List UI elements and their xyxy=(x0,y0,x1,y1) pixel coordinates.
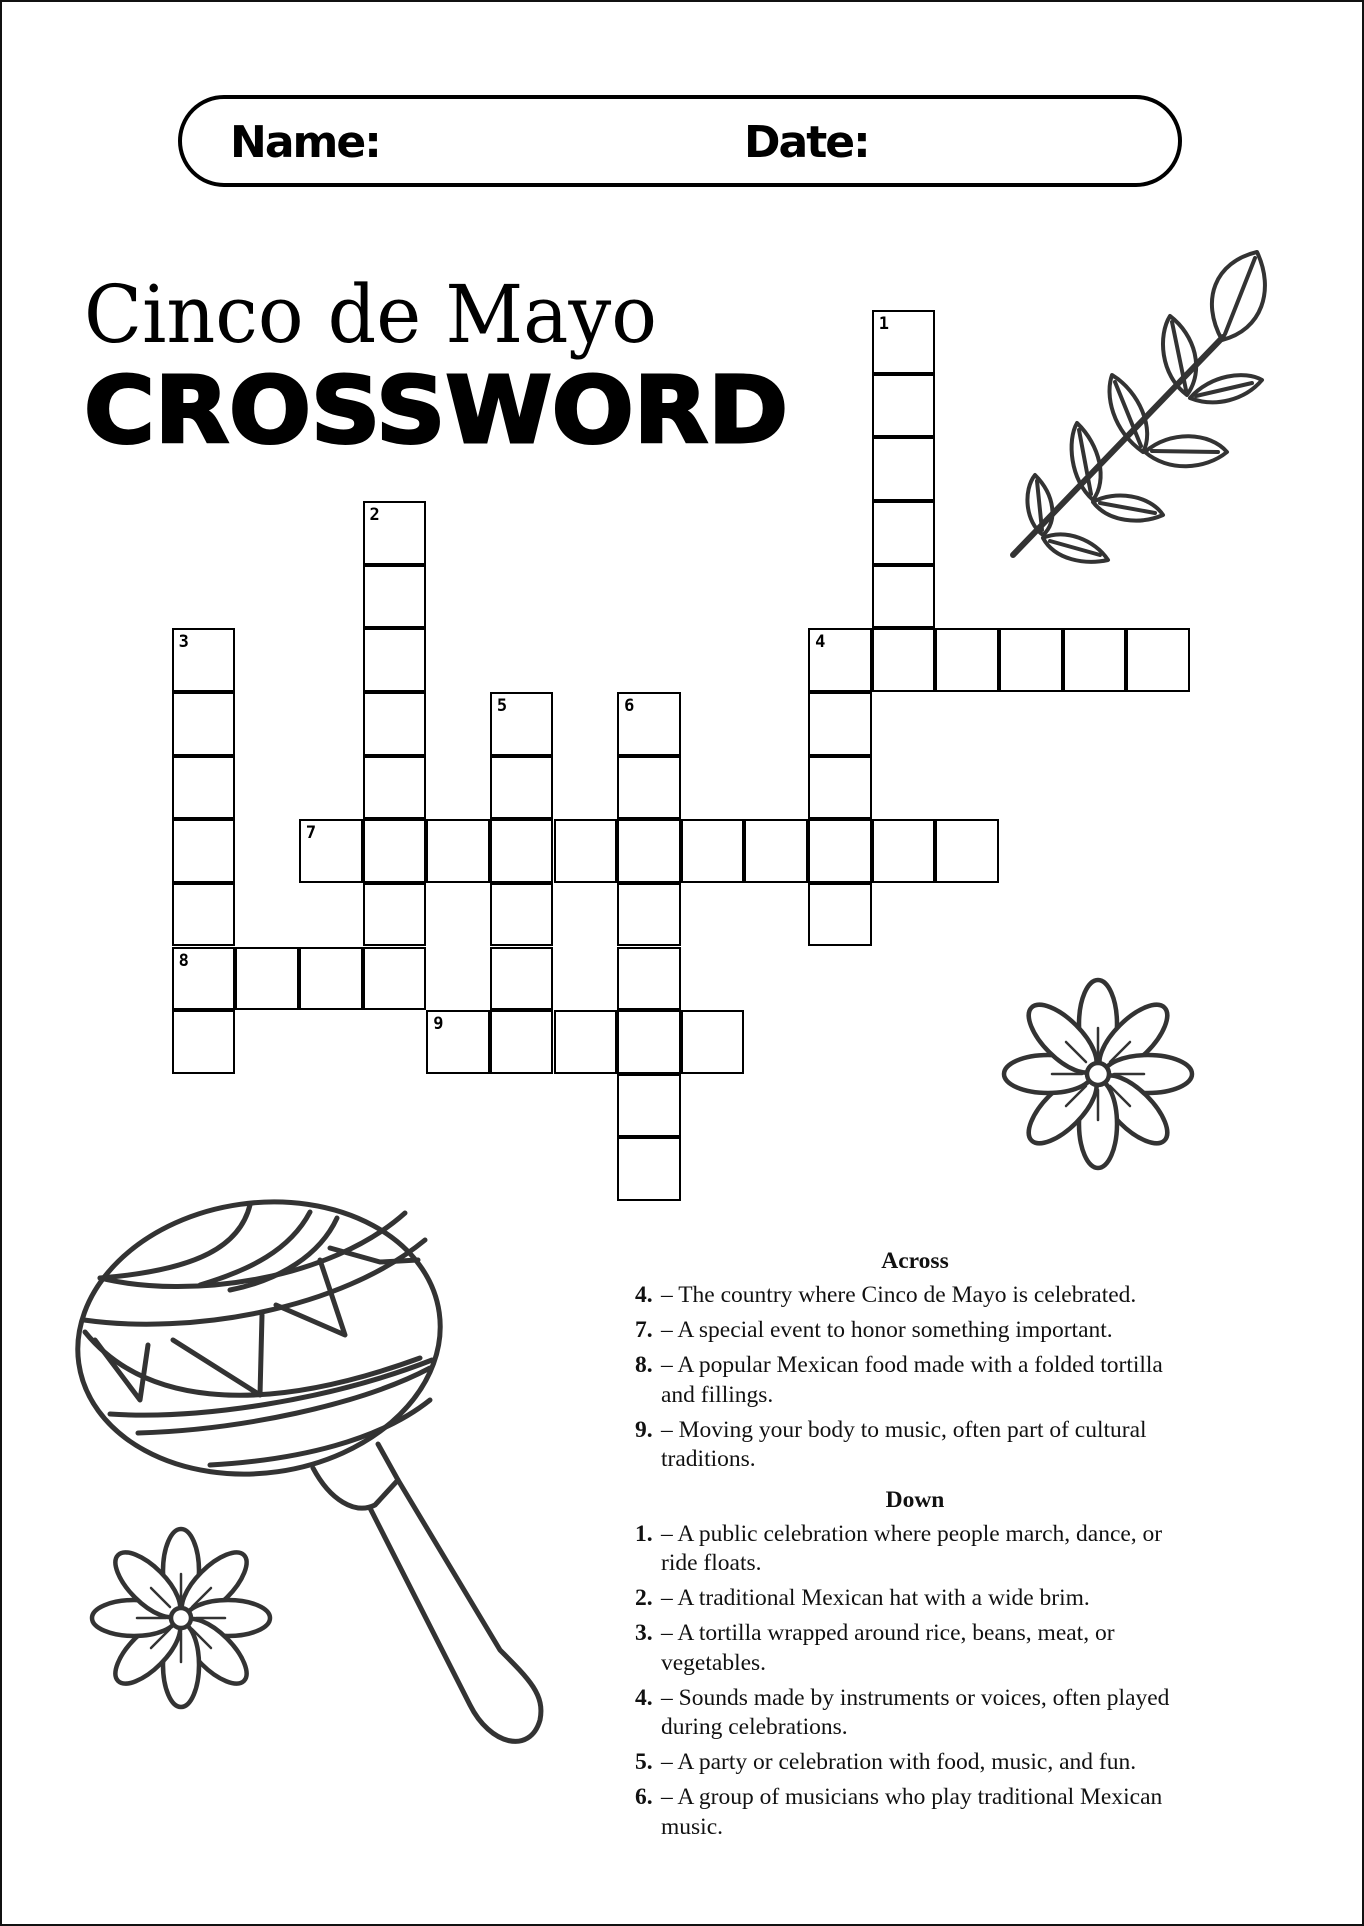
clue-number-label: 3 xyxy=(178,632,189,653)
clues-panel xyxy=(635,1246,1195,1848)
clue-text: – A tortilla wrapped around rice, beans, meat, or vegetables. xyxy=(661,1620,1115,1676)
crossword-cell[interactable] xyxy=(363,501,427,565)
clue-text: – A group of musicians who play traditional Mexican music. xyxy=(661,1784,1163,1840)
crossword-cell[interactable] xyxy=(172,947,236,1011)
crossword-cell[interactable] xyxy=(617,692,681,756)
crossword-cell[interactable] xyxy=(172,883,236,947)
clue-number: 3. xyxy=(635,1620,653,1646)
clue-number-label: 6 xyxy=(624,695,635,716)
clue-item xyxy=(635,1520,1195,1579)
clue-item xyxy=(635,1351,1195,1410)
crossword-cell[interactable] xyxy=(872,310,936,374)
crossword-cell[interactable] xyxy=(554,819,618,883)
leaf-sprig-icon xyxy=(1013,252,1265,562)
crossword-cell[interactable] xyxy=(172,1010,236,1074)
crossword-cell[interactable] xyxy=(617,819,681,883)
crossword-cell[interactable] xyxy=(872,501,936,565)
crossword-cell[interactable] xyxy=(426,819,490,883)
date-label: Date: xyxy=(744,117,869,168)
clue-number-label: 8 xyxy=(178,950,189,971)
crossword-cell[interactable] xyxy=(872,374,936,438)
clue-number: 9. xyxy=(635,1416,653,1443)
crossword-cell[interactable] xyxy=(872,819,936,883)
crossword-cell[interactable] xyxy=(935,628,999,692)
crossword-cell[interactable] xyxy=(235,947,299,1011)
crossword-cell[interactable] xyxy=(872,437,936,501)
clue-item xyxy=(635,1783,1195,1842)
crossword-cell[interactable] xyxy=(808,883,872,947)
crossword-cell[interactable] xyxy=(172,628,236,692)
crossword-cell[interactable] xyxy=(363,883,427,947)
crossword-cell[interactable] xyxy=(872,565,936,629)
crossword-cell[interactable] xyxy=(617,883,681,947)
crossword-cell[interactable] xyxy=(617,1074,681,1138)
crossword-cell[interactable] xyxy=(299,819,363,883)
crossword-cell[interactable] xyxy=(490,947,554,1011)
clue-number: 4. xyxy=(635,1282,653,1308)
title-line-2: CROSSWORD xyxy=(84,357,788,460)
clue-text: – A popular Mexican food made with a folded tortilla and fillings. xyxy=(661,1352,1163,1408)
clue-item xyxy=(635,1748,1195,1778)
clue-text: – A traditional Mexican hat with a wide brim. xyxy=(661,1585,1090,1611)
crossword-cell[interactable] xyxy=(490,756,554,820)
crossword-cell[interactable] xyxy=(808,628,872,692)
clue-number-label: 1 xyxy=(878,314,889,334)
clue-text: – A party or celebration with food, music, and fun. xyxy=(661,1749,1137,1775)
clue-number-label: 2 xyxy=(369,504,380,525)
clue-text: – Moving your body to music, often part of cultural traditions. xyxy=(661,1416,1147,1472)
crossword-cell[interactable] xyxy=(363,692,427,756)
crossword-cell[interactable] xyxy=(363,947,427,1011)
crossword-cell[interactable] xyxy=(1063,628,1127,692)
clue-item xyxy=(635,1619,1195,1678)
crossword-cell[interactable] xyxy=(617,947,681,1011)
crossword-cell[interactable] xyxy=(490,819,554,883)
crossword-cell[interactable] xyxy=(490,1010,554,1074)
clue-item xyxy=(635,1281,1195,1311)
crossword-cell[interactable] xyxy=(808,692,872,756)
across-heading: Across xyxy=(881,1248,949,1274)
crossword-cell[interactable] xyxy=(490,883,554,947)
across-clue-list xyxy=(635,1281,1195,1475)
crossword-cell[interactable] xyxy=(172,692,236,756)
crossword-cell[interactable] xyxy=(617,1010,681,1074)
clue-text: – The country where Cinco de Mayo is celebrated. xyxy=(661,1282,1137,1308)
crossword-cell[interactable] xyxy=(554,1010,618,1074)
clue-number: 1. xyxy=(635,1520,653,1547)
crossword-cell[interactable] xyxy=(808,756,872,820)
crossword-cell[interactable] xyxy=(744,819,808,883)
down-clue-list xyxy=(635,1520,1195,1843)
crossword-cell[interactable] xyxy=(808,819,872,883)
clue-number-label: 5 xyxy=(496,695,508,716)
down-heading: Down xyxy=(885,1486,945,1513)
crossword-cell[interactable] xyxy=(490,692,554,756)
crossword-cell[interactable] xyxy=(172,756,236,820)
name-label: Name: xyxy=(230,117,380,168)
clue-item xyxy=(635,1416,1195,1475)
title-line-1: Cinco de Mayo xyxy=(84,268,657,361)
clue-number-label: 4 xyxy=(815,632,826,653)
crossword-cell[interactable] xyxy=(935,819,999,883)
crossword-cell[interactable] xyxy=(999,628,1063,692)
crossword-cell[interactable] xyxy=(1126,628,1190,692)
crossword-cell[interactable] xyxy=(617,1137,681,1201)
crossword-cell[interactable] xyxy=(363,628,427,692)
clue-number-label: 9 xyxy=(433,1014,444,1035)
clue-text: – Sounds made by instruments or voices, often played during celebrations. xyxy=(661,1684,1170,1740)
clue-number-label: 7 xyxy=(305,823,317,844)
crossword-cell[interactable] xyxy=(299,947,363,1011)
crossword-cell[interactable] xyxy=(363,565,427,629)
crossword-cell[interactable] xyxy=(426,1010,490,1074)
clue-number: 5. xyxy=(635,1749,653,1775)
crossword-cell[interactable] xyxy=(681,1010,745,1074)
flower-icon xyxy=(92,1529,270,1707)
clue-number: 8. xyxy=(635,1352,653,1378)
flower-icon xyxy=(1004,980,1192,1168)
crossword-cell[interactable] xyxy=(872,628,936,692)
crossword-cell[interactable] xyxy=(617,756,681,820)
clue-number: 4. xyxy=(635,1684,653,1711)
clue-text: – A special event to honor something important. xyxy=(661,1317,1113,1343)
clue-number: 2. xyxy=(635,1585,653,1611)
clue-number: 6. xyxy=(635,1784,653,1810)
clue-item xyxy=(635,1584,1195,1614)
clue-item xyxy=(635,1684,1195,1743)
crossword-cell[interactable] xyxy=(172,819,236,883)
clue-item xyxy=(635,1316,1195,1346)
crossword-cell[interactable] xyxy=(363,756,427,820)
clue-number: 7. xyxy=(635,1317,653,1343)
crossword-cell[interactable] xyxy=(681,819,745,883)
clue-text: – A public celebration where people march, dance, or ride floats. xyxy=(661,1520,1163,1576)
crossword-cell[interactable] xyxy=(363,819,427,883)
